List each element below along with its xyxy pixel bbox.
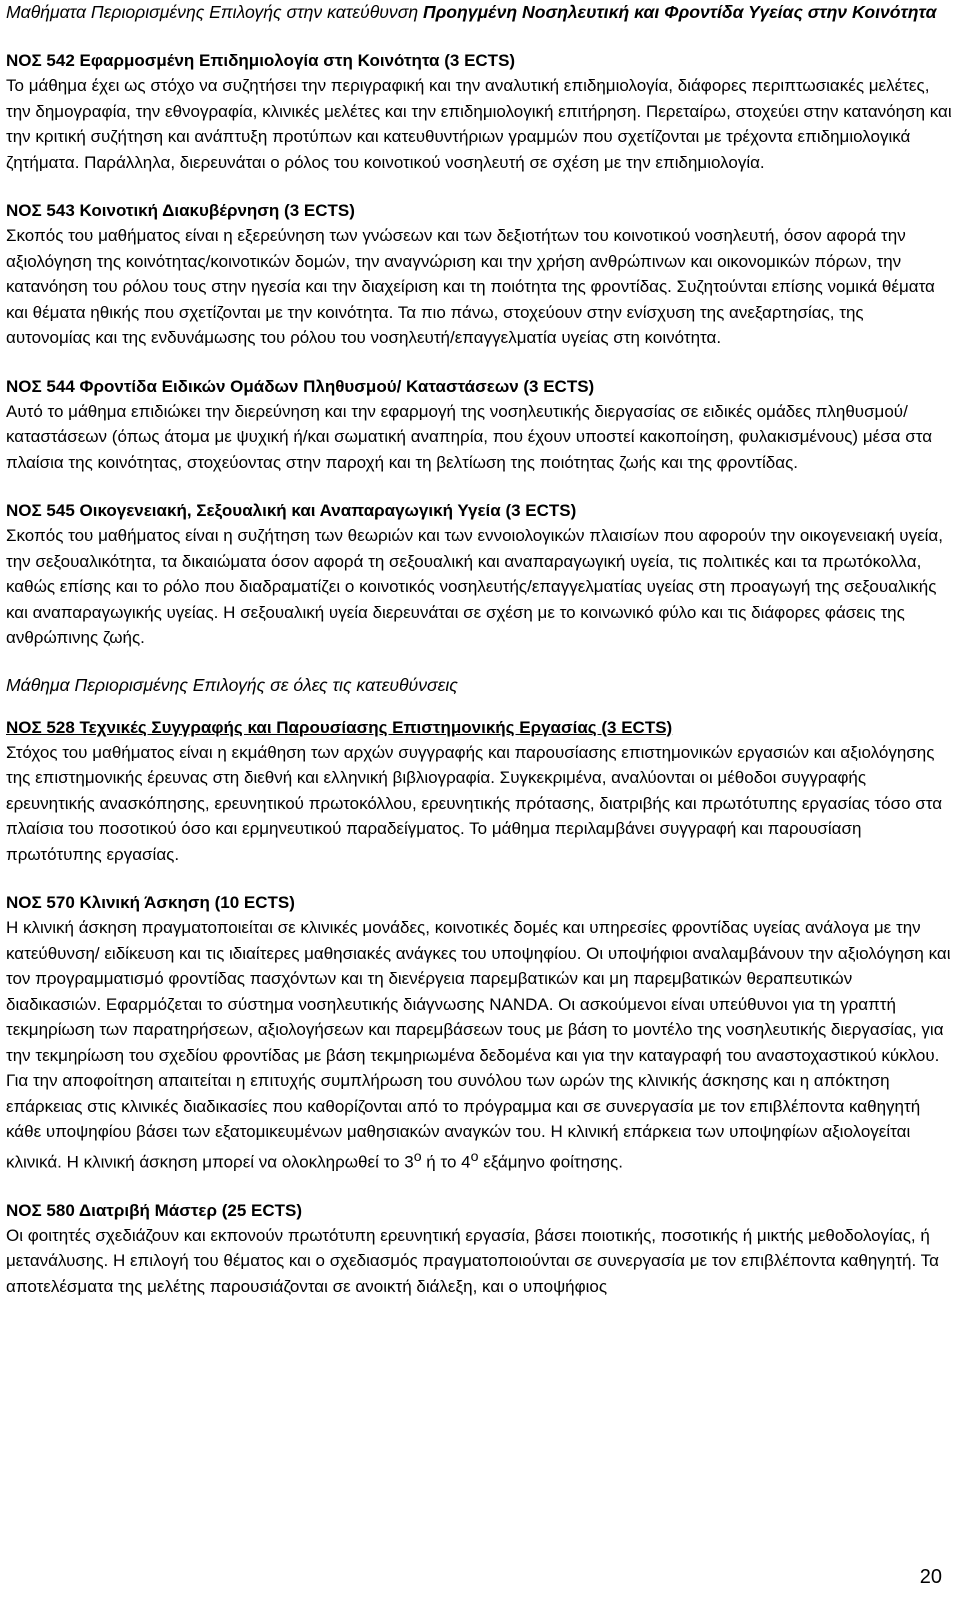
course-nos-570 xyxy=(6,891,952,1175)
course-description-text: Η κλινική άσκηση πραγματοποιείται σε κλινικές μονάδες, κοινοτικές δομές και υπηρεσίες φροντίδας υγείας ανάλογα με την κατεύθυνση/ ειδίκευση και τις ιδιαίτερες μαθησιακές ανάγκες του υποψηφίου. Οι υποψήφιοι αναλαμβάνουν την αξιολόγηση και τον προγραμματισμό φροντίδας πασχόντων και τη διενέργεια παρεμβατικών και μη παρεμβατικών θεραπευτικών διαδικασιών. Εφαρμόζεται το σύστημα νοσηλευτικής διάγνωσης NANDA. Οι ασκούμενοι είναι υπεύθυνοι για τη γραπτή τεκμηρίωση των παρατηρήσεων, αξιολογήσεων και παρεμβάσεων τους με βάση το μοντέλο της νοσηλευτικής διεργασίας, για την τεκμηρίωση του σχεδίου φροντίδας με βάση τεκμηριωμένα δεδομένα και για την καταγραφή του αναστοχαστικού κύκλου. Για την αποφοίτηση απαιτείται η επιτυχής συμπλήρωση του συνόλου των ωρών της κλινικής άσκησης και η απόκτηση επάρκειας στις κλινικές διαδικασίες που καθορίζονται από το πρόγραμμα και σε συνεργασία με τον επιβλέποντα καθηγητή κάθε υποψηφίου βάσει των εξατομικευμένων μαθησιακών αναγκών του. Η κλινική επάρκεια των υποψηφίων αξιολογείται κλινικά. Η κλινική άσκηση μπορεί να ολοκληρωθεί το 3 xyxy=(6,918,951,1172)
document-page xyxy=(6,0,952,1299)
section-heading-all-directions: Μάθημα Περιορισμένης Επιλογής σε όλες τις κατευθύνσεις xyxy=(6,674,458,695)
course-title: ΝΟΣ 528 Τεχνικές Συγγραφής και Παρουσίασης Επιστημονικής Εργασίας (3 ECTS) xyxy=(6,717,673,737)
course-nos-543 xyxy=(6,199,952,351)
section-heading-direction-name: Προηγμένη Νοσηλευτική και Φροντίδα Υγείας στην Κοινότητα xyxy=(423,2,937,22)
ordinal-superscript: ο xyxy=(413,1148,422,1165)
course-description: Το μάθημα έχει ως στόχο να συζητήσει την περιγραφική και την αναλυτική επιδημιολογία, διάφορες περιπτωσιακές μελέτες, την δημογραφία, την εθνογραφία, κλινικές μελέτες και την επιδημιολογική επιτήρηση. Περεταίρω, στοχεύει στην κατανόηση και την κριτική συζήτηση και ανάπτυξη προτύπων και κατευθυντήριων γραμμών που σχετίζονται με τρέχοντα επιδημιολογικά ζητήματα. Παράλληλα, διερευνάται ο ρόλος του κοινοτικού νοσηλευτή σε σχέση με την επιδημιολογία. xyxy=(6,76,952,172)
course-description: Στόχος του μαθήματος είναι η εκμάθηση των αρχών συγγραφής και παρουσίασης επιστημονικών εργασιών και αξιολόγησης της επιστημονικής έρευνας στη διεθνή και ελληνική βιβλιογραφία. Συγκεκριμένα, αναλύονται οι μέθοδοι συγγραφής ερευνητικής ανασκόπησης, ερευνητικού πρωτοκόλλου, ερευνητικής πρότασης, διατριβής και πρωτότυπης εργασίας τόσο στα πλαίσια του ποσοτικού όσο και ερμηνευτικού παραδείγματος. Το μάθημα περιλαμβάνει συγγραφή και παρουσίαση πρωτότυπης εργασίας. xyxy=(6,742,943,864)
course-title: ΝΟΣ 543 Κοινοτική Διακυβέρνηση (3 ECTS) xyxy=(6,201,355,220)
course-title: ΝΟΣ 545 Οικογενειακή, Σεξουαλική και Αναπαραγωγική Υγεία (3 ECTS) xyxy=(6,501,577,520)
course-description-text: εξάμηνο φοίτησης. xyxy=(478,1152,623,1172)
course-title: ΝΟΣ 580 Διατριβή Μάστερ (25 ECTS) xyxy=(6,1200,303,1220)
course-nos-580 xyxy=(6,1199,952,1300)
course-description-text: ή το 4 xyxy=(421,1152,471,1172)
course-title: ΝΟΣ 544 Φροντίδα Ειδικών Ομάδων Πληθυσμού/ Καταστάσεων (3 ECTS) xyxy=(6,376,595,396)
course-description: Σκοπός του μαθήματος είναι η εξερεύνηση των γνώσεων και των δεξιοτήτων του κοινοτικού νοσηλευτή, όσον αφορά την αξιολόγηση της κοινότητας/κοινοτικών δομών, την αναγνώριση και την χρήση ανθρώπινων και οικονομικών πόρων, την κατανόηση του ρόλου τους στην ηγεσία και την διαχείριση και τη ποιότητα της φροντίδας. Συζητούνται επίσης νομικά θέματα και θέματα ηθικής που σχετίζονται με την κοινότητα. Τα πιο πάνω, στοχεύουν στην ενίσχυση της ανεξαρτησίας, της αυτονομίας και της ενδυνάμωσης του ρόλου του νοσηλευτή/επαγγελματία υγείας στη κοινότητα. xyxy=(6,226,935,347)
course-description: Αυτό το μάθημα επιδιώκει την διερεύνηση και την εφαρμογή της νοσηλευτικής διεργασίας σε ειδικές ομάδες πληθυσμού/καταστάσεων (όπως άτομα με ψυχική ή/και σωματική αναπηρία, που έχουν υποστεί κακοποίηση, φυλακισμένους) μέσα στα πλαίσια της κοινότητας, στοχεύοντας στην παροχή και τη βελτίωση της ποιότητας ζωής και της φροντίδας. xyxy=(6,401,933,472)
page-number: 20 xyxy=(919,1566,942,1588)
course-title: ΝΟΣ 570 Κλινική Άσκηση (10 ECTS) xyxy=(6,893,295,912)
course-nos-542 xyxy=(6,49,952,175)
course-title: ΝΟΣ 542 Εφαρμοσμένη Επιδημιολογία στη Κοινότητα (3 ECTS) xyxy=(6,51,516,70)
course-nos-528 xyxy=(6,716,952,868)
course-description: Οι φοιτητές σχεδιάζουν και εκπονούν πρωτότυπη ερευνητική εργασία, βάσει ποιοτικής, ποσοτικής ή μικτής μεθοδολογίας, ή μετανάλυσης. Η επιλογή του θέματος και ο σχεδιασμός πραγματοποιούνται σε συνεργασία με τον επιβλέποντα καθηγητή. Τα αποτελέσματα της μελέτης παρουσιάζονται σε ανοικτή διάλεξη, και ο υποψήφιος xyxy=(6,1225,939,1296)
course-description: Σκοπός του μαθήματος είναι η συζήτηση των θεωριών και των εννοιολογικών πλαισίων που αφορούν την οικογενειακή υγεία, την σεξουαλικότητα, τα δικαιώματα όσον αφορά τη σεξουαλική και αναπαραγωγική υγεία, τις πολιτικές και τα πρωτόκολλα, καθώς επίσης και το ρόλο που διαδραματίζει ο κοινοτικός νοσηλευτής/επαγγελματίας υγείας στη προαγωγή της σεξουαλικής και αναπαραγωγικής υγείας. Η σεξουαλική υγεία διερευνάται σε σχέση με το κοινωνικό φύλο και τις διάφορες φάσεις της ανθρώπινης ζωής. xyxy=(6,526,943,647)
course-description xyxy=(6,915,952,1175)
ordinal-superscript: ο xyxy=(470,1148,479,1165)
section-heading-prefix: Μαθήματα Περιορισμένης Επιλογής στην κατεύθυνση xyxy=(6,2,423,22)
course-nos-544 xyxy=(6,375,952,476)
course-nos-545 xyxy=(6,499,952,651)
section-heading-direction xyxy=(6,0,952,25)
